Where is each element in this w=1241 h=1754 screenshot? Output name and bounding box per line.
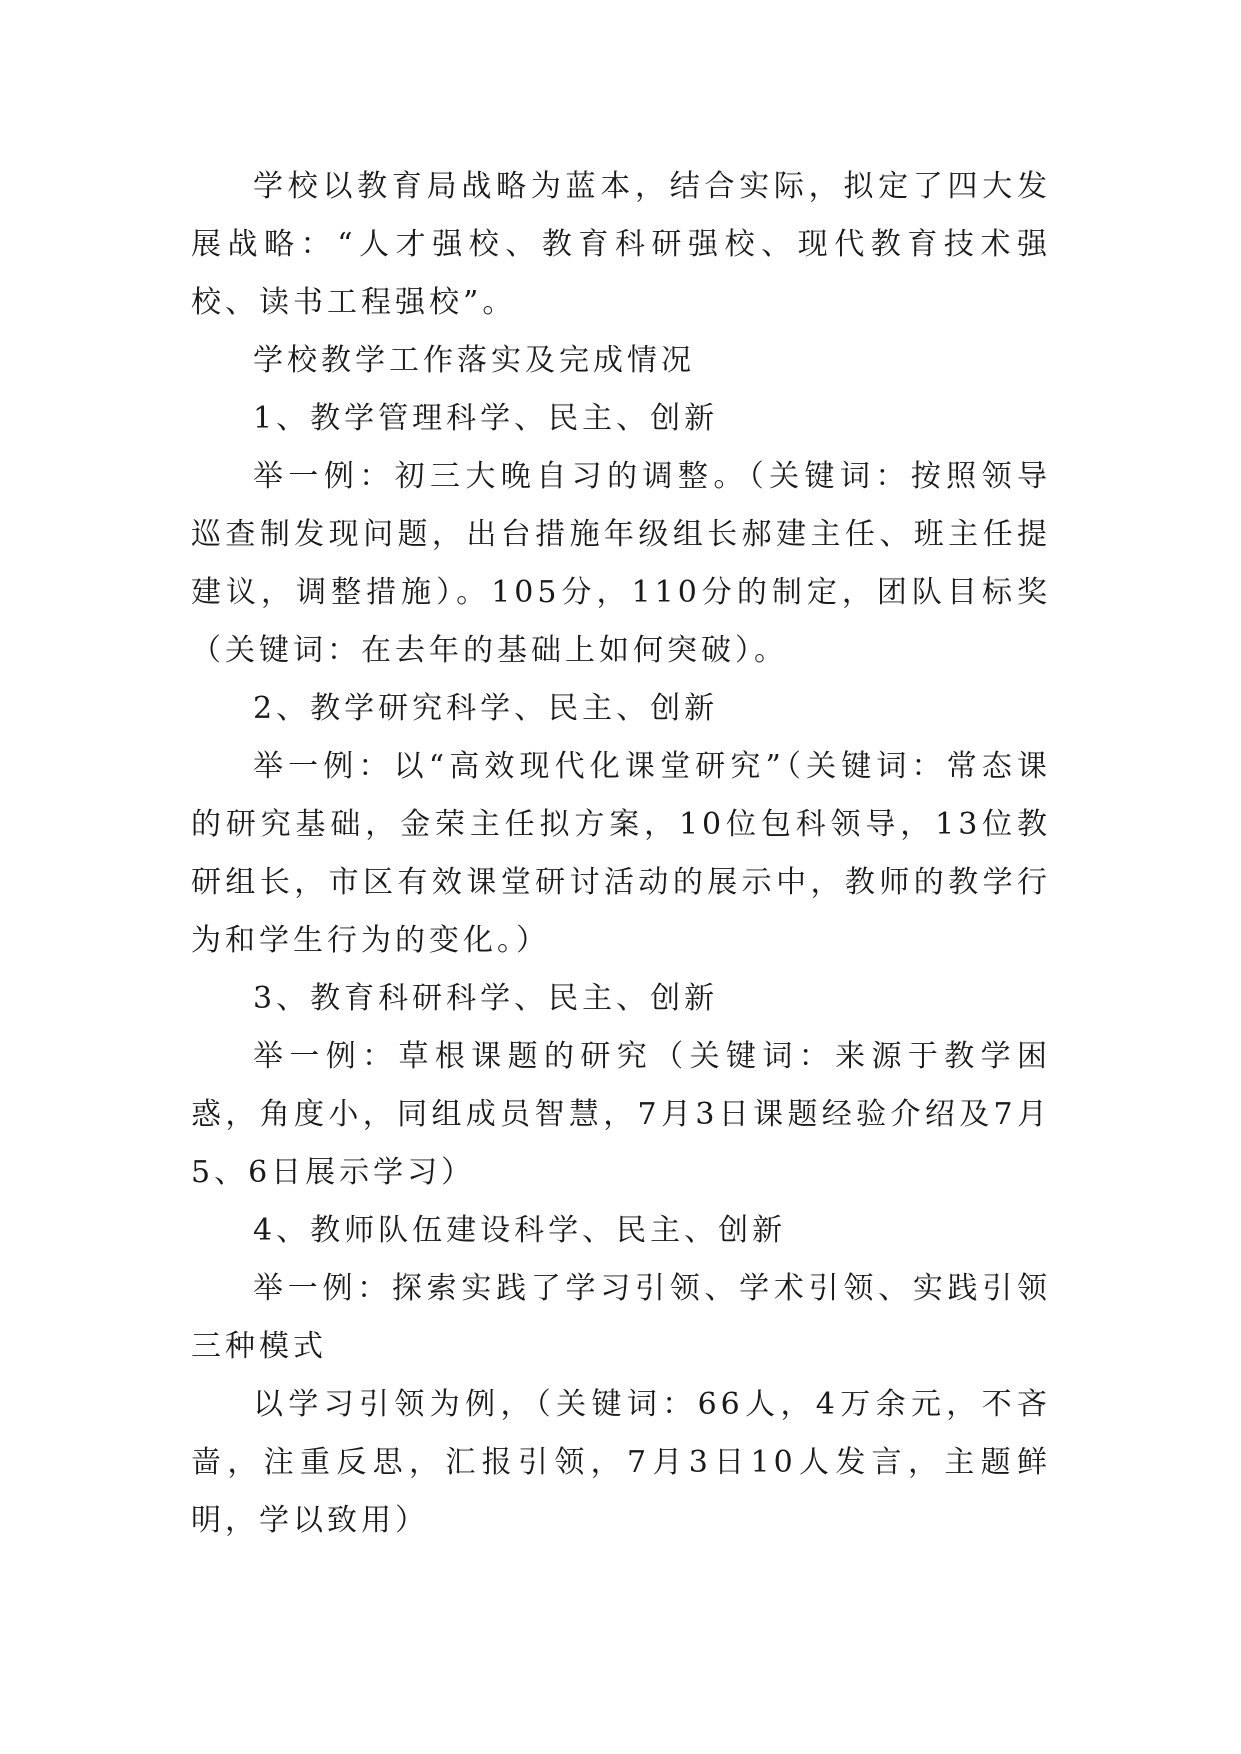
paragraph-example-4: 举一例：探索实践了学习引领、学术引领、实践引领三种模式 [191,1271,1051,1364]
paragraph-example-2: 举一例：以“高效现代化课堂研究”（关键词：常态课的研究基础，金荣主任拟方案，10位包科领导，13位教研组长，市区有效课堂研讨活动的展示中，教师的教学行为和学生行为的变化。） [191,749,1051,958]
paragraph-heading: 学校教学工作落实及完成情况 [253,343,695,378]
document-page [191,158,1051,1550]
paragraph-example-4-detail: 以学习引领为例，（关键词：66人，4万余元，不吝啬，注重反思，汇报引领，7月3日10人发言，主题鲜明，学以致用） [191,1387,1051,1538]
paragraph-item-4: 4、教师队伍建设科学、民主、创新 [253,1213,787,1248]
paragraph-strategy: 学校以教育局战略为蓝本，结合实际，拟定了四大发展战略：“人才强校、教育科研强校、现代教育技术强校、读书工程强校”。 [191,169,1051,320]
paragraph-item-2: 2、教学研究科学、民主、创新 [253,691,719,726]
paragraph-example-3: 举一例：草根课题的研究（关键词：来源于教学困惑，角度小，同组成员智慧，7月3日课题经验介绍及7月5、6日展示学习） [191,1039,1051,1190]
paragraph-item-1: 1、教学管理科学、民主、创新 [253,401,719,436]
paragraph-item-3: 3、教育科研科学、民主、创新 [253,981,719,1016]
paragraph-example-1: 举一例：初三大晚自习的调整。（关键词：按照领导巡查制发现问题，出台措施年级组长郝建主任、班主任提建议，调整措施）。105分，110分的制定，团队目标奖（关键词：在去年的基础上如何突破）。 [191,459,1051,668]
